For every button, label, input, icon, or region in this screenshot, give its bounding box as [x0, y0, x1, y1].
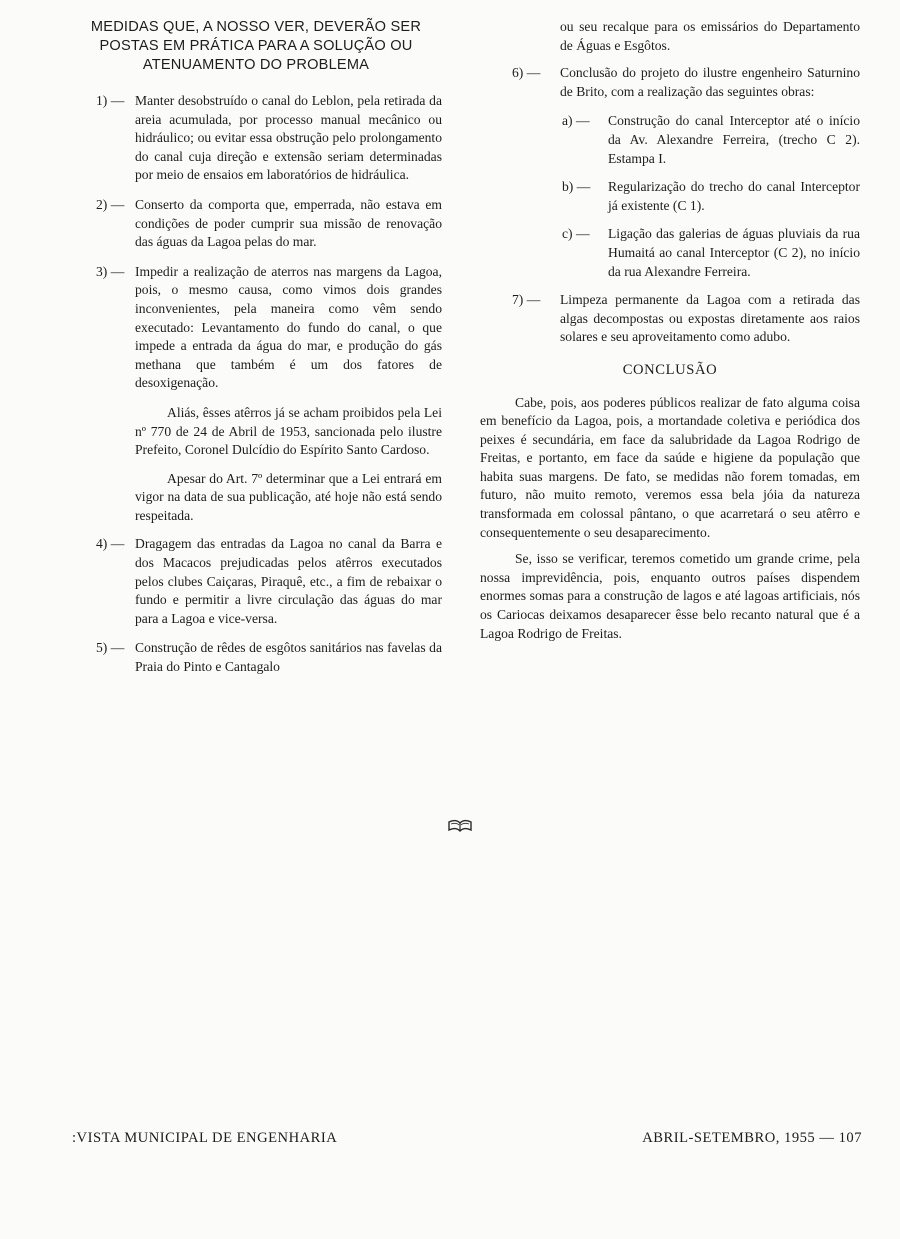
- item-5-continuation: ou seu recalque para os emissários do Departamento de Águas e Esgôtos.: [560, 19, 860, 53]
- heading-line: MEDIDAS QUE, A NOSSO VER, DEVERÃO SER: [90, 19, 422, 35]
- sub-item-text: Construção do canal Interceptor até o início da Av. Alexandre Ferreira, (trecho C 2). Estampa I.: [608, 113, 860, 166]
- item-number: 5) —: [96, 640, 125, 656]
- sub-item-c: [480, 225, 860, 281]
- measure-item-6: [480, 64, 860, 101]
- open-book-icon: [447, 818, 473, 834]
- item-number: 1) —: [96, 93, 125, 108]
- heading-line: ATENUAMENTO DO PROBLEMA: [142, 57, 370, 73]
- conclusion-title: CONCLUSÃO: [622, 361, 718, 378]
- item-text: Conserto da comporta que, emperrada, não estava em condições de poder cumprir sua missão de renovação das águas da Lagoa pelas do mar.: [135, 196, 442, 250]
- left-column: [70, 18, 442, 688]
- sub-item-b: [480, 178, 860, 215]
- item-text: Dragagem das entradas da Lagoa no canal da Barra e dos Macacos prejudicadas pelos atêrros executados pelos clubes Caiçaras, Piraquê, etc., a fim de rebaixar o fundo e permitir a livre circulação das águas do mar para a Lagoa e vice-versa.: [135, 536, 442, 626]
- footer-date-page: ABRIL-SETEMBRO, 1955 — 107: [642, 1130, 862, 1146]
- sub-item-letter: a) —: [562, 113, 590, 129]
- sub-item-text: Ligação das galerias de águas pluviais da rua Humaitá ao canal Interceptor (C 2), no início da rua Alexandre Ferreira.: [608, 226, 860, 279]
- heading-line: POSTAS EM PRÁTICA PARA A SOLUÇÃO OU: [99, 38, 413, 54]
- item-text: Conclusão do projeto do ilustre engenheiro Saturnino de Brito, com a realização das seguintes obras:: [560, 65, 860, 99]
- footer-publication-title: :VISTA MUNICIPAL DE ENGENHARIA: [72, 1130, 338, 1146]
- conclusion-paragraph: Se, isso se verificar, teremos cometido um grande crime, pela nossa imprevidência, pois, enquanto outros países dispendem enormes somas para a construção de lagos e até lagoas artificiais, nós os Cariocas deixamos desaparecer êsse belo recanto natural que é a Lagoa Rodrigo de Freitas.: [480, 551, 860, 641]
- item-number: 4) —: [96, 536, 125, 552]
- sub-item-a: [480, 112, 860, 168]
- conclusion-paragraph: Cabe, pois, aos poderes públicos realizar de fato alguma coisa em benefício da Lagoa, pois, a mortandade coletiva e periódica dos peixes é secundária, em face da salubridade da Lagoa Rodrigo de Freitas, e portanto, em face da saúde e higiene da população que habita suas margens. De fato, se medidas não forem tomadas, em futuro, não muito remoto, veremos essa bela jóia da natureza transformada em colossal pântano, o que acarretará o seu atêrro e consequentemente o seu desaparecimento.: [480, 394, 860, 540]
- measure-item-1: [70, 92, 442, 185]
- measure-item-4: [70, 535, 442, 628]
- item-text: Construção de rêdes de esgôtos sanitários nas favelas da Praia do Pinto e Cantagalo: [135, 640, 442, 675]
- body-paragraph: Apesar do Art. 7º determinar que a Lei entrará em vigor na data de sua publicação, até hoje não está sendo respeitada.: [135, 470, 442, 523]
- measure-item-5: [70, 639, 442, 676]
- item-number: 2) —: [96, 196, 125, 212]
- section-heading: [70, 18, 442, 75]
- sub-item-text: Regularização do trecho do canal Interceptor já existente (C 1).: [608, 179, 860, 213]
- sub-item-letter: b) —: [562, 179, 591, 195]
- item-number: 7) —: [512, 292, 541, 308]
- item-number: 3) —: [96, 263, 125, 279]
- item-number: 6) —: [512, 65, 541, 81]
- item-text: Limpeza permanente da Lagoa com a retirada das algas decompostas ou expostas diretamente aos raios solares e seu aproveitamento como adubo.: [560, 292, 860, 345]
- right-column: [480, 18, 860, 651]
- measure-item-2: [70, 196, 442, 252]
- item-text: Manter desobstruído o canal do Leblon, pela retirada da areia acumulada, por processo manual mecânico ou hidráulico; ou evitar essa obstrução pelo prolongamento do canal cuja direção e extensão seriam determinadas por meio de ensaios em laboratórios de hidráulica.: [135, 93, 442, 183]
- measure-item-3: [70, 263, 442, 393]
- sub-item-letter: c) —: [562, 226, 590, 242]
- item-text: Impedir a realização de aterros nas margens da Lagoa, pois, o mesmo causa, como vimos dois grandes inconvenientes, pela maneira como vêm sendo executado: Levantamento do fundo do canal, o que impede a entrada da água do mar, e produção do gás methana que também é um dos fatores de desoxigenação.: [135, 263, 442, 391]
- measure-item-7: [480, 291, 860, 347]
- body-paragraph: Aliás, êsses atêrros já se acham proibidos pela Lei nº 770 de 24 de Abril de 1953, sancionada pelo ilustre Prefeito, Coronel Dulcídio do Espírito Santo Cardoso.: [135, 404, 442, 458]
